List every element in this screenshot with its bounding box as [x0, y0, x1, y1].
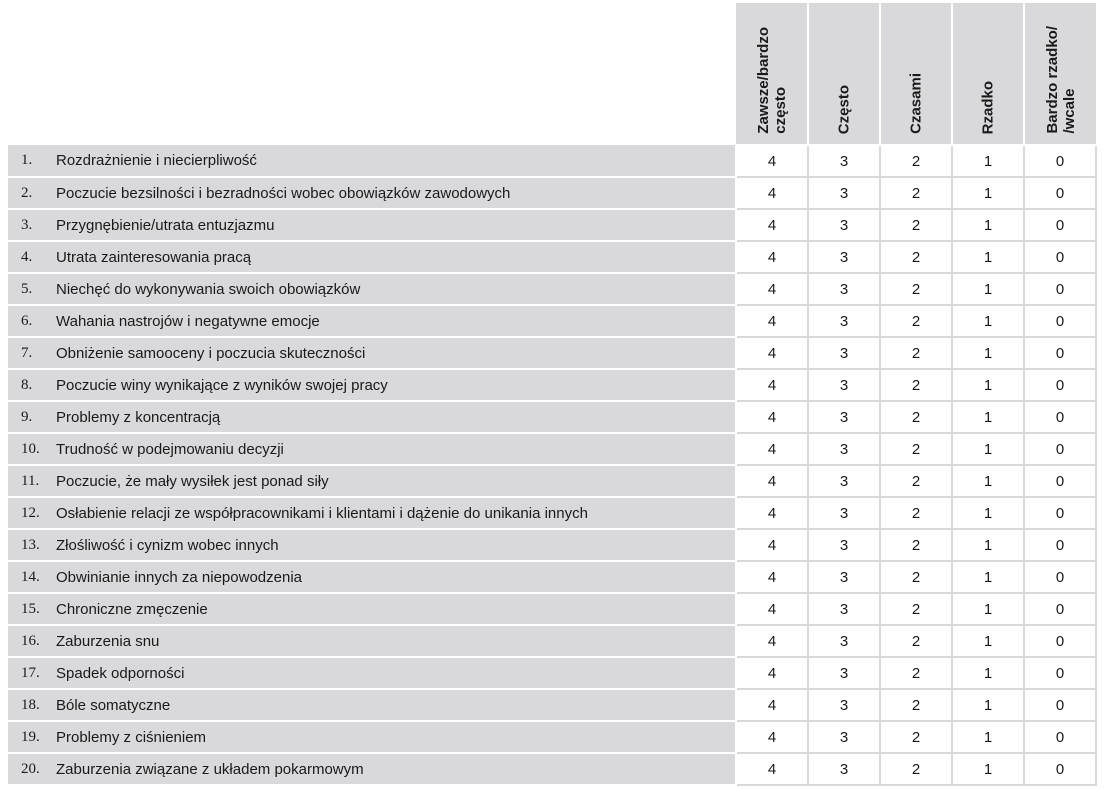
item-text: Poczucie bezsilności i bezradności wobec obowiązków zawodowych: [56, 177, 736, 209]
score-cell: 1: [952, 337, 1024, 369]
score-cell: 1: [952, 593, 1024, 625]
score-cell: 0: [1024, 145, 1096, 177]
score-cell: 3: [808, 209, 880, 241]
score-cell: 4: [736, 337, 808, 369]
score-cell: 1: [952, 561, 1024, 593]
score-cell: 0: [1024, 209, 1096, 241]
score-cell: 3: [808, 497, 880, 529]
score-cell: 0: [1024, 593, 1096, 625]
score-cell: 4: [736, 433, 808, 465]
score-cell: 1: [952, 273, 1024, 305]
column-header-rarely: [952, 3, 1024, 145]
item-text: Bóle somatyczne: [56, 689, 736, 721]
score-cell: 1: [952, 145, 1024, 177]
score-cell: 2: [880, 401, 952, 433]
column-header-label: Zawsze/bardzo często: [754, 27, 789, 134]
score-cell: 4: [736, 305, 808, 337]
score-cell: 3: [808, 369, 880, 401]
score-cell: 0: [1024, 337, 1096, 369]
score-cell: 4: [736, 689, 808, 721]
score-cell: 3: [808, 305, 880, 337]
table-row: [8, 433, 1096, 465]
score-cell: 0: [1024, 529, 1096, 561]
score-cell: 1: [952, 625, 1024, 657]
table-row: [8, 337, 1096, 369]
table-row: [8, 401, 1096, 433]
item-text: Problemy z koncentracją: [56, 401, 736, 433]
item-number: 11.: [8, 465, 56, 497]
score-cell: 3: [808, 465, 880, 497]
item-number: 4.: [8, 241, 56, 273]
score-cell: 0: [1024, 657, 1096, 689]
item-number: 3.: [8, 209, 56, 241]
score-cell: 0: [1024, 465, 1096, 497]
score-cell: 1: [952, 721, 1024, 753]
score-cell: 2: [880, 273, 952, 305]
score-cell: 2: [880, 689, 952, 721]
score-cell: 1: [952, 209, 1024, 241]
score-cell: 3: [808, 721, 880, 753]
score-cell: 4: [736, 401, 808, 433]
item-number: 13.: [8, 529, 56, 561]
score-cell: 0: [1024, 689, 1096, 721]
item-number: 15.: [8, 593, 56, 625]
score-cell: 1: [952, 465, 1024, 497]
score-cell: 4: [736, 241, 808, 273]
score-cell: 0: [1024, 561, 1096, 593]
score-cell: 0: [1024, 497, 1096, 529]
score-cell: 4: [736, 753, 808, 785]
item-number: 5.: [8, 273, 56, 305]
score-cell: 0: [1024, 433, 1096, 465]
table-row: [8, 369, 1096, 401]
score-cell: 0: [1024, 369, 1096, 401]
table-row: [8, 721, 1096, 753]
score-cell: 2: [880, 721, 952, 753]
item-text: Poczucie, że mały wysiłek jest ponad siły: [56, 465, 736, 497]
score-cell: 3: [808, 689, 880, 721]
item-text: Złośliwość i cynizm wobec innych: [56, 529, 736, 561]
table-row: [8, 657, 1096, 689]
score-cell: 0: [1024, 721, 1096, 753]
score-cell: 3: [808, 561, 880, 593]
score-cell: 4: [736, 465, 808, 497]
item-text: Obniżenie samooceny i poczucia skuteczności: [56, 337, 736, 369]
column-header-sometimes: [880, 3, 952, 145]
score-cell: 3: [808, 241, 880, 273]
table-row: [8, 497, 1096, 529]
item-text: Spadek odporności: [56, 657, 736, 689]
table-row: [8, 625, 1096, 657]
item-text: Utrata zainteresowania pracą: [56, 241, 736, 273]
item-text: Trudność w podejmowaniu decyzji: [56, 433, 736, 465]
item-number: 19.: [8, 721, 56, 753]
item-text: Problemy z ciśnieniem: [56, 721, 736, 753]
score-cell: 3: [808, 753, 880, 785]
score-cell: 0: [1024, 241, 1096, 273]
score-cell: 2: [880, 369, 952, 401]
score-cell: 1: [952, 369, 1024, 401]
item-text: Chroniczne zmęczenie: [56, 593, 736, 625]
score-cell: 2: [880, 337, 952, 369]
item-text: Wahania nastrojów i negatywne emocje: [56, 305, 736, 337]
table-row: [8, 177, 1096, 209]
item-number: 12.: [8, 497, 56, 529]
table-row: [8, 305, 1096, 337]
score-cell: 3: [808, 593, 880, 625]
score-cell: 3: [808, 433, 880, 465]
column-header-label: Rzadko: [979, 80, 997, 134]
score-cell: 4: [736, 529, 808, 561]
item-number: 1.: [8, 145, 56, 177]
score-cell: 2: [880, 177, 952, 209]
score-cell: 3: [808, 145, 880, 177]
score-cell: 2: [880, 241, 952, 273]
column-header-label: Czasami: [907, 73, 925, 134]
score-cell: 3: [808, 337, 880, 369]
score-cell: 1: [952, 433, 1024, 465]
table-row: [8, 209, 1096, 241]
score-cell: 4: [736, 625, 808, 657]
score-cell: 2: [880, 465, 952, 497]
column-header-label: Bardzo rzadko/ /wcale: [1043, 26, 1078, 134]
table-row: [8, 145, 1096, 177]
item-number: 8.: [8, 369, 56, 401]
score-cell: 2: [880, 497, 952, 529]
table-row: [8, 241, 1096, 273]
score-cell: 2: [880, 145, 952, 177]
score-cell: 1: [952, 497, 1024, 529]
item-number: 7.: [8, 337, 56, 369]
table-body: [8, 145, 1096, 785]
header-row: [8, 3, 1096, 145]
header-blank-cell: [8, 3, 736, 145]
table-row: [8, 465, 1096, 497]
item-number: 20.: [8, 753, 56, 785]
score-cell: 2: [880, 625, 952, 657]
score-cell: 4: [736, 561, 808, 593]
table-row: [8, 561, 1096, 593]
table-row: [8, 273, 1096, 305]
item-text: Poczucie winy wynikające z wyników swojej pracy: [56, 369, 736, 401]
score-cell: 4: [736, 369, 808, 401]
item-text: Rozdrażnienie i niecierpliwość: [56, 145, 736, 177]
item-text: Obwinianie innych za niepowodzenia: [56, 561, 736, 593]
score-cell: 2: [880, 433, 952, 465]
score-cell: 1: [952, 753, 1024, 785]
score-cell: 0: [1024, 753, 1096, 785]
table-row: [8, 529, 1096, 561]
score-cell: 4: [736, 657, 808, 689]
score-cell: 2: [880, 593, 952, 625]
score-cell: 0: [1024, 273, 1096, 305]
item-text: Osłabienie relacji ze współpracownikami i klientami i dążenie do unikania innych: [56, 497, 736, 529]
column-header-often: [808, 3, 880, 145]
score-cell: 0: [1024, 625, 1096, 657]
score-cell: 2: [880, 209, 952, 241]
score-cell: 2: [880, 753, 952, 785]
score-cell: 0: [1024, 305, 1096, 337]
score-cell: 1: [952, 177, 1024, 209]
score-cell: 1: [952, 401, 1024, 433]
score-cell: 1: [952, 305, 1024, 337]
score-cell: 1: [952, 241, 1024, 273]
column-header-always: [736, 3, 808, 145]
score-cell: 4: [736, 721, 808, 753]
score-cell: 2: [880, 529, 952, 561]
item-text: Niechęć do wykonywania swoich obowiązków: [56, 273, 736, 305]
score-cell: 1: [952, 689, 1024, 721]
score-cell: 3: [808, 529, 880, 561]
item-number: 2.: [8, 177, 56, 209]
score-cell: 3: [808, 625, 880, 657]
score-cell: 1: [952, 657, 1024, 689]
column-header-never: [1024, 3, 1096, 145]
score-cell: 0: [1024, 177, 1096, 209]
table-row: [8, 593, 1096, 625]
score-cell: 2: [880, 561, 952, 593]
score-cell: 4: [736, 145, 808, 177]
score-cell: 4: [736, 497, 808, 529]
item-number: 17.: [8, 657, 56, 689]
score-cell: 4: [736, 273, 808, 305]
column-header-label: Często: [835, 84, 853, 134]
table-row: [8, 753, 1096, 785]
score-cell: 4: [736, 177, 808, 209]
score-cell: 2: [880, 657, 952, 689]
item-number: 14.: [8, 561, 56, 593]
symptom-frequency-table: [8, 3, 1097, 786]
score-cell: 2: [880, 305, 952, 337]
item-number: 18.: [8, 689, 56, 721]
score-cell: 0: [1024, 401, 1096, 433]
item-number: 9.: [8, 401, 56, 433]
item-text: Zaburzenia związane z układem pokarmowym: [56, 753, 736, 785]
item-number: 10.: [8, 433, 56, 465]
score-cell: 3: [808, 273, 880, 305]
table-row: [8, 689, 1096, 721]
score-cell: 3: [808, 657, 880, 689]
item-text: Zaburzenia snu: [56, 625, 736, 657]
score-cell: 3: [808, 401, 880, 433]
item-number: 16.: [8, 625, 56, 657]
score-cell: 1: [952, 529, 1024, 561]
score-cell: 4: [736, 209, 808, 241]
item-text: Przygnębienie/utrata entuzjazmu: [56, 209, 736, 241]
item-number: 6.: [8, 305, 56, 337]
score-cell: 3: [808, 177, 880, 209]
score-cell: 4: [736, 593, 808, 625]
